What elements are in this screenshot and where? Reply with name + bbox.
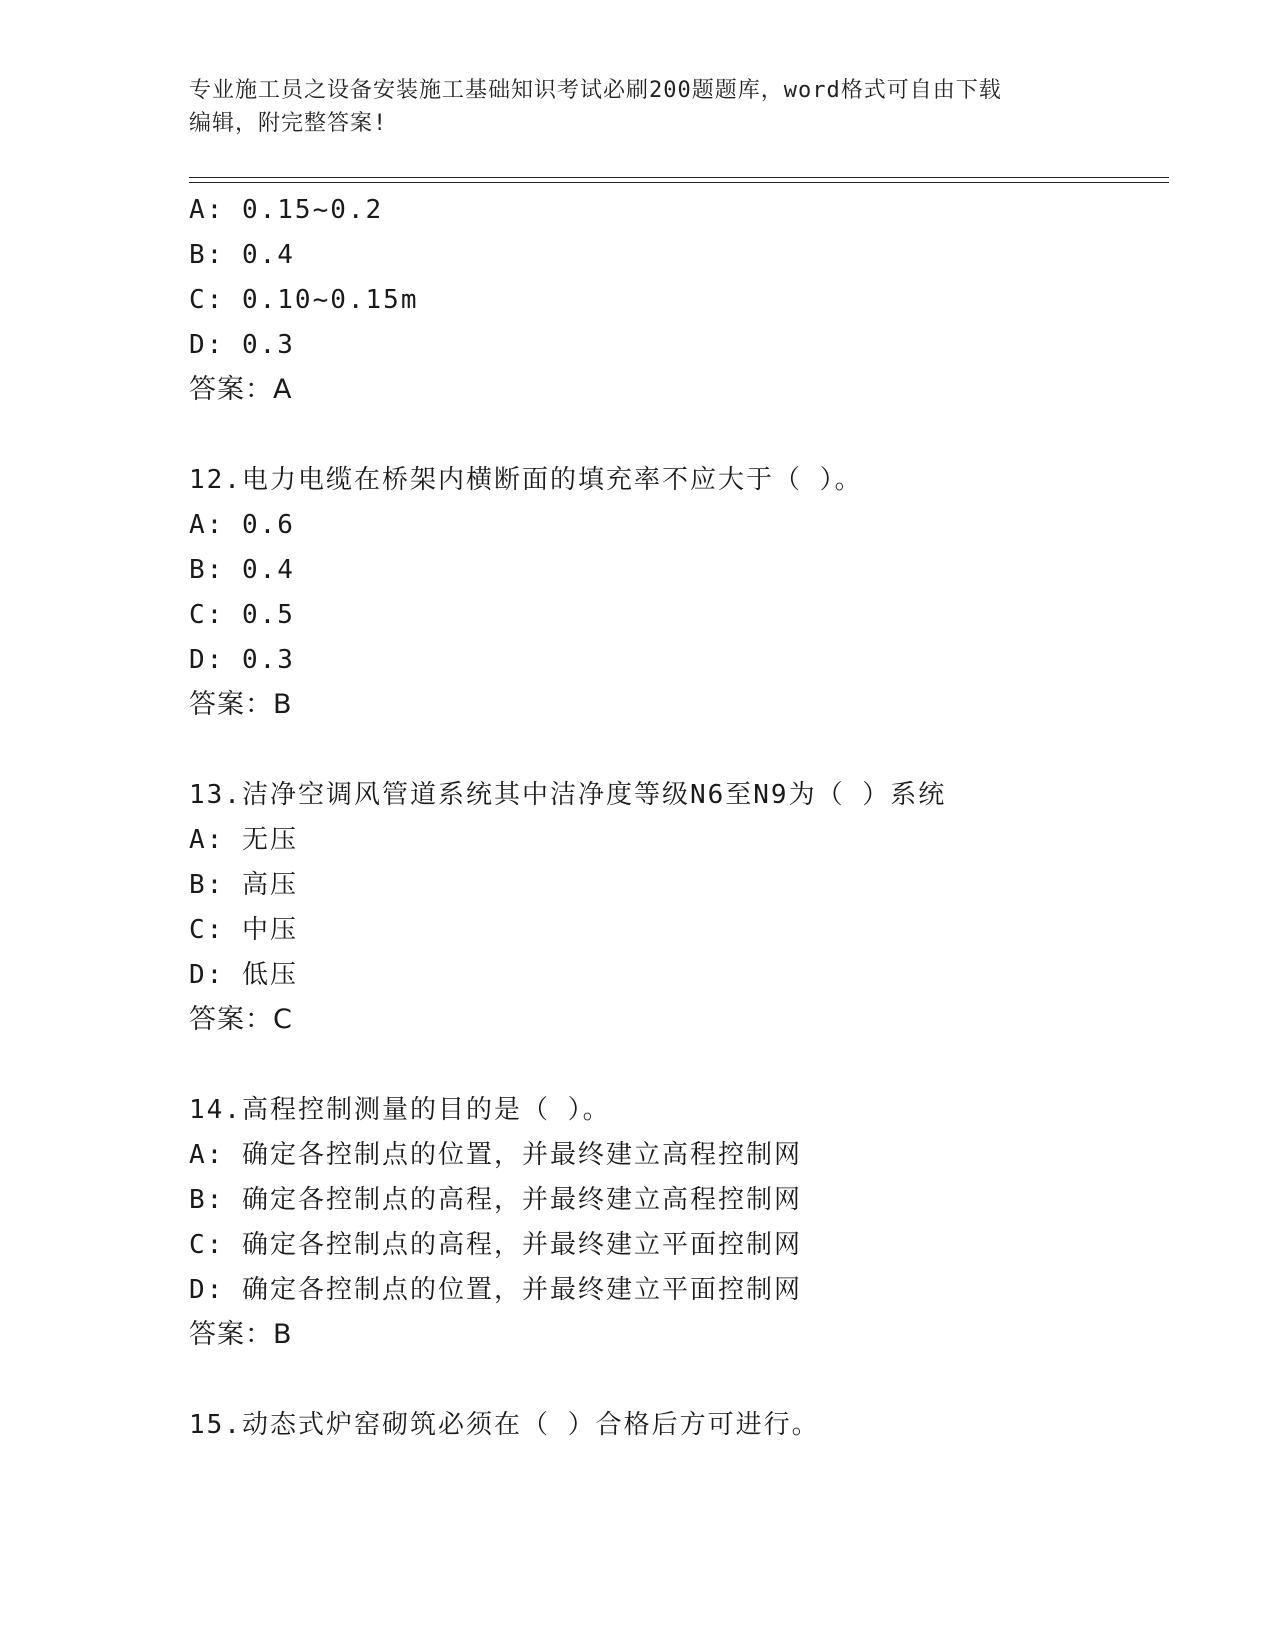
document-header — [189, 74, 1089, 140]
q13-option-d: D: 低压 — [189, 960, 298, 990]
q12-option-a: A: 0.6 — [189, 510, 295, 540]
q14-option-c: C: 确定各控制点的高程，并最终建立平面控制网 — [189, 1230, 802, 1260]
q13-option-a: A: 无压 — [189, 825, 298, 855]
header-divider-bottom — [189, 182, 1169, 183]
q13-option-c: C: 中压 — [189, 915, 298, 945]
q14-option-d: D: 确定各控制点的位置，并最终建立平面控制网 — [189, 1275, 802, 1305]
q12-question: 12.电力电缆在桥架内横断面的填充率不应大于（ ）。 — [189, 465, 863, 495]
q15-question: 15.动态式炉窑砌筑必须在（ ）合格后方可进行。 — [189, 1410, 820, 1440]
q12-option-d: D: 0.3 — [189, 645, 295, 675]
q12-option-c: C: 0.5 — [189, 600, 295, 630]
q14-option-a: A: 确定各控制点的位置，并最终建立高程控制网 — [189, 1140, 802, 1170]
q11-option-b: B: 0.4 — [189, 240, 295, 270]
q14-answer: 答案：B — [189, 1319, 293, 1350]
header-title-line-1: 专业施工员之设备安装施工基础知识考试必刷200题题库，word格式可自由下载 — [189, 78, 1002, 103]
q12-answer: 答案：B — [189, 689, 293, 720]
q11-answer: 答案：A — [189, 374, 293, 405]
header-divider-top — [189, 177, 1169, 178]
q11-option-d: D: 0.3 — [189, 330, 295, 360]
q13-answer: 答案：C — [189, 1004, 293, 1035]
header-title-line-2: 编辑，附完整答案! — [189, 111, 388, 136]
q12-option-b: B: 0.4 — [189, 555, 295, 585]
q11-option-c: C: 0.10~0.15m — [189, 285, 419, 315]
q13-option-b: B: 高压 — [189, 870, 298, 900]
q14-option-b: B: 确定各控制点的高程，并最终建立高程控制网 — [189, 1185, 802, 1215]
q14-question: 14.高程控制测量的目的是（ ）。 — [189, 1095, 611, 1125]
q11-option-a: A: 0.15~0.2 — [189, 195, 384, 225]
q13-question: 13.洁净空调风管道系统其中洁净度等级N6至N9为（ ）系统 — [189, 780, 947, 810]
